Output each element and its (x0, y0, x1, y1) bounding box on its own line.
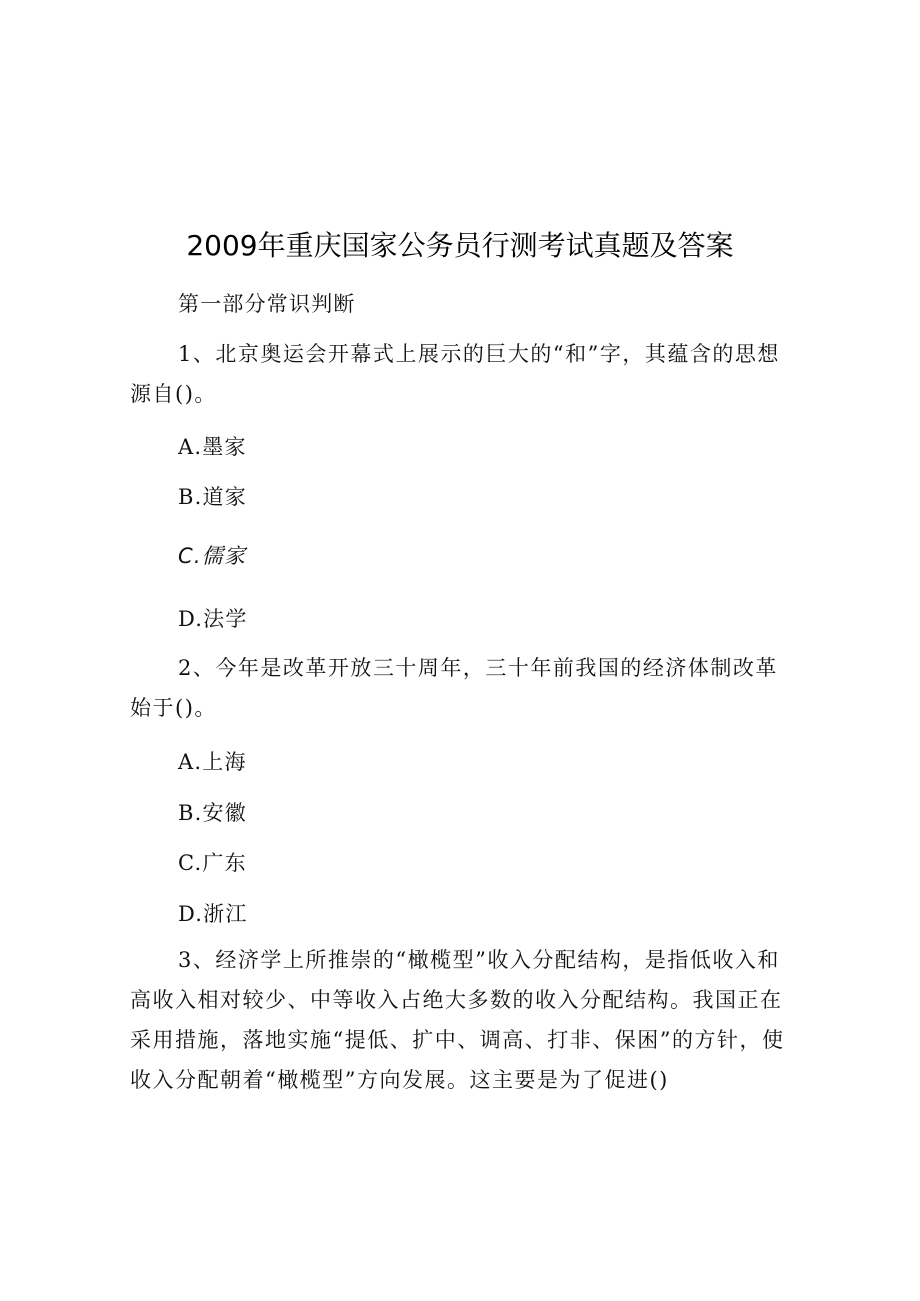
question-1-option-d: D.法学 (178, 607, 248, 631)
question-1-stem: 1、北京奥运会开幕式上展示的巨大的“和”字，其蕴含的思想源自()。 (130, 342, 780, 406)
document-title: 2009年重庆国家公务员行测考试真题及答案 (186, 229, 734, 262)
question-3-stem: 3、经济学上所推崇的“橄榄型”收入分配结构，是指低收入和高收入相对较少、中等收入占绝大多数的收入分配结构。我国正在采用措施，落地实施“提低、扩中、调高、打非、保困”的方针，使收入分配朝着“橄榄型”方向发展。这主要是为了促进() (130, 948, 785, 1092)
question-1-option-b: B.道家 (178, 485, 247, 509)
question-2-option-a: A.上海 (178, 750, 247, 774)
question-2-option-c: C.广东 (178, 851, 247, 875)
question-1-option-a: A.墨家 (178, 435, 247, 459)
question-2-option-d: D.浙江 (178, 902, 248, 926)
question-2-option-b: B.安徽 (178, 801, 247, 825)
section-heading: 第一部分常识判断 (178, 292, 356, 316)
question-2-stem: 2、今年是改革开放三十周年，三十年前我国的经济体制改革始于()。 (130, 656, 778, 720)
question-1-option-c: C.儒家 (178, 544, 247, 568)
